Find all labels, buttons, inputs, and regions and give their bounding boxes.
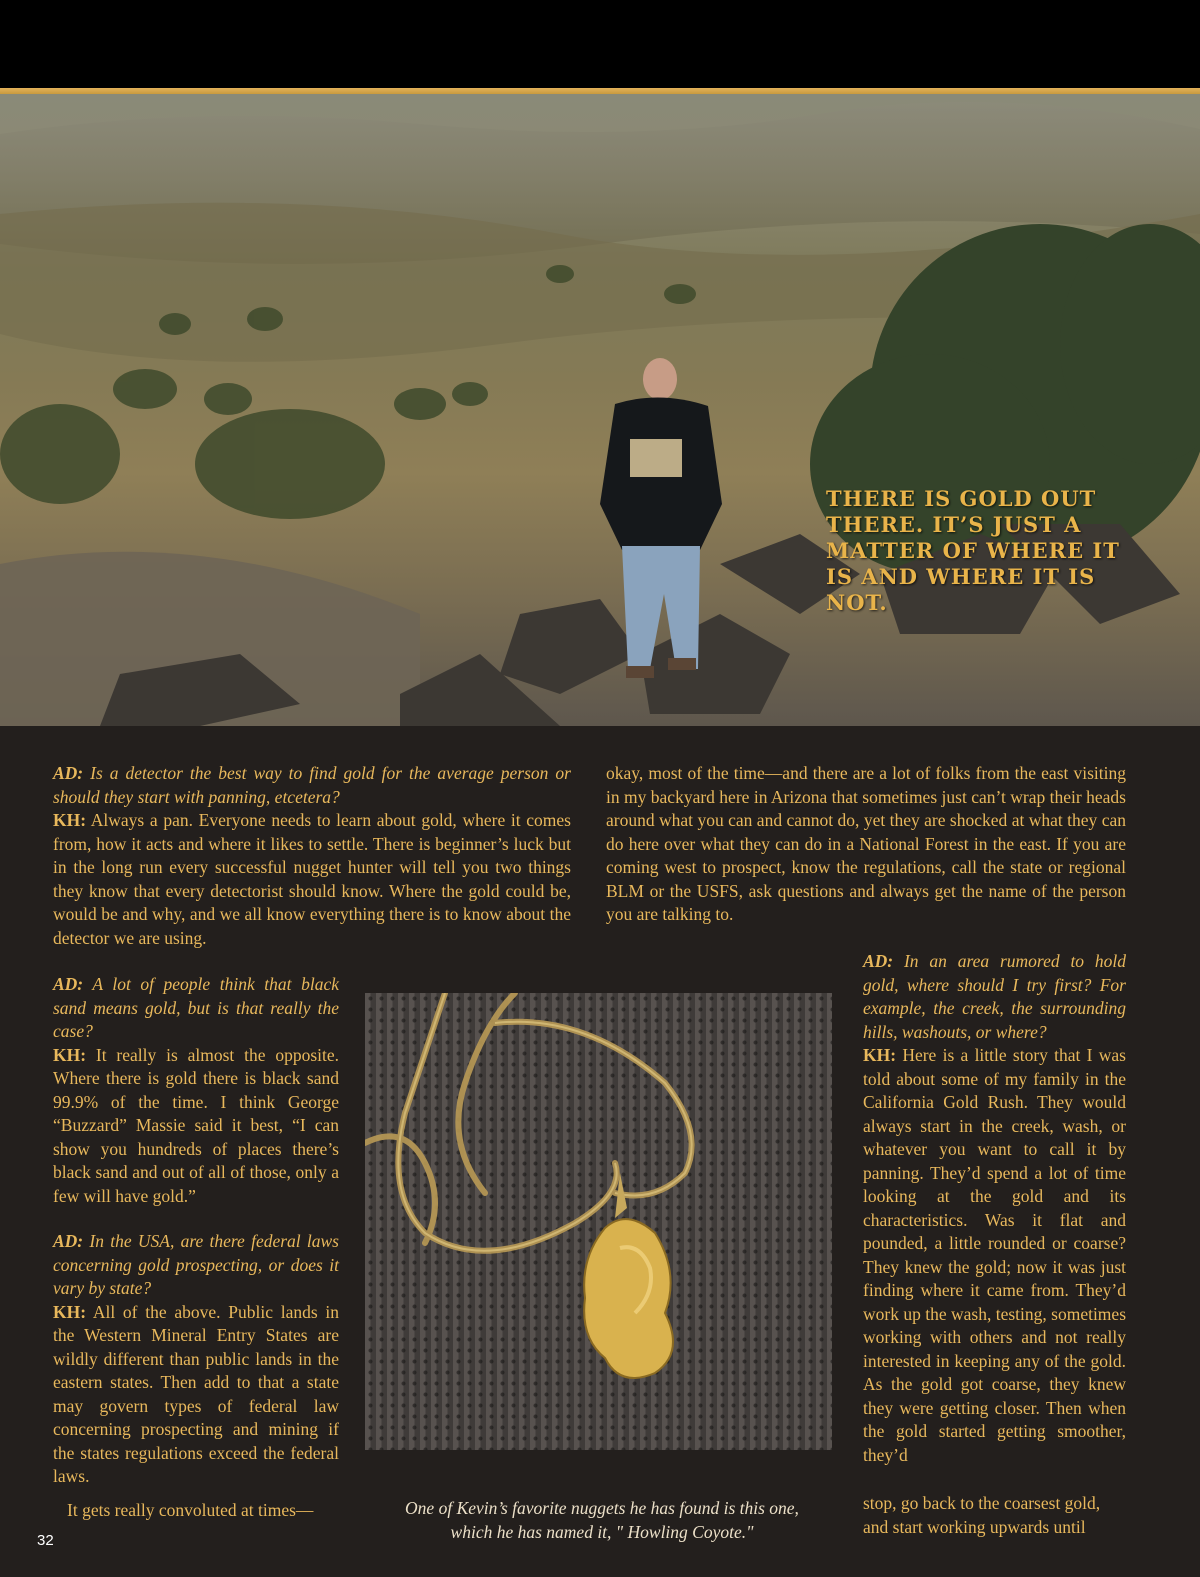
ad-label: AD: <box>863 951 894 971</box>
question-1-text: Is a detector the best way to find gold for the average person or should they start with panning, etcetera? <box>53 763 571 807</box>
question-1 <box>53 762 571 809</box>
column-c <box>53 973 339 1489</box>
top-black-band <box>0 0 1200 88</box>
ad-label: AD: <box>53 763 84 783</box>
question-4-text: In an area rumored to hold gold, where should I try first? For example, the creek, the surrounding hills, washouts, or where? <box>863 951 1126 1042</box>
question-3-text: In the USA, are there federal laws concerning gold prospecting, or does it vary by state? <box>53 1231 339 1298</box>
landscape-photo <box>0 94 1200 726</box>
answer-1 <box>53 809 571 950</box>
kh-label: KH: <box>53 1044 87 1065</box>
question-3 <box>53 1230 339 1301</box>
kh-label: KH: <box>53 1301 87 1322</box>
ad-label: AD: <box>53 1231 84 1251</box>
paragraph-gap <box>53 1208 339 1230</box>
question-2-text: A lot of people think that black sand means gold, but is that really the case? <box>53 974 339 1041</box>
page-number: 32 <box>37 1532 54 1549</box>
pull-quote: THERE IS GOLD OUT THERE. IT’S JUST A MATTER OF WHERE IT IS AND WHERE IT IS NOT. <box>826 486 1120 615</box>
answer-3 <box>53 1301 339 1489</box>
answer-4-text: Here is a little story that I was told about some of my family in the California Gold Rush. They would always start in the creek, wash, or whatever you want to call it by panning. They’d spend a lot of time looking at the gold and its characteristics. Was it flat and pounded, a little rounded or coarse? They knew the gold; now it was just finding where it came from. They’d work up the wash, testing, sometimes working with others and not really interested in keeping any of the gold. As the gold got coarse, they knew they were getting closer. Then when the gold started getting smoother, they’d <box>863 1045 1126 1465</box>
nugget-pendant-photo <box>365 993 832 1450</box>
kh-label: KH: <box>863 1045 897 1065</box>
answer-4 <box>863 1044 1126 1467</box>
column-d <box>863 950 1126 1467</box>
ad-label: AD: <box>53 974 84 994</box>
answer-3-text: All of the above. Public lands in the Western Mineral Entry States are wildly different than public lands in the eastern states. Then add to that a state may govern types of federal law concerning prospecting and mining if the states regulations exceed the federal laws. <box>53 1301 339 1486</box>
answer-2-text: It really is almost the opposite. Where there is gold there is black sand 99.9% of the time. I think George “Buzzard” Massie said it best, “I can show you hundreds of places there’s black sand and out of all of those, only a few will have gold.” <box>53 1044 339 1206</box>
column-b-text: okay, most of the time—and there are a lot of folks from the east visiting in my backyard here in Arizona that sometimes just can’t wrap their heads around what you can and cannot do, yet they are shocked at what they can do here over what they can do in a National Forest in the east. If you are coming west to prospect, know the regulations, call the state or regional BLM or the USFS, ask questions and always get the name of the person you are talking to. <box>606 763 1126 924</box>
answer-1-text: Always a pan. Everyone needs to learn about gold, where it comes from, how it acts and where it likes to settle. There is beginner’s luck but in the long run every successful nugget hunter will tell you two things they know that every detectorist should know. Where the gold could be, would be and why, and we all know everything there is to know about the detector we are using. <box>53 810 571 948</box>
column-a <box>53 762 571 950</box>
question-4 <box>863 950 1126 1044</box>
answer-2 <box>53 1044 339 1209</box>
column-b <box>606 762 1126 927</box>
continued-text: stop, go back to the coarsest gold, and start working upwards until <box>863 1493 1101 1537</box>
photo-caption: One of Kevin’s favorite nuggets he has found is this one, which he has named it, " Howling Coyote." <box>405 1498 799 1542</box>
question-2 <box>53 973 339 1044</box>
convoluted-line: It gets really convoluted at times— <box>67 1500 314 1520</box>
kh-label: KH: <box>53 810 87 830</box>
